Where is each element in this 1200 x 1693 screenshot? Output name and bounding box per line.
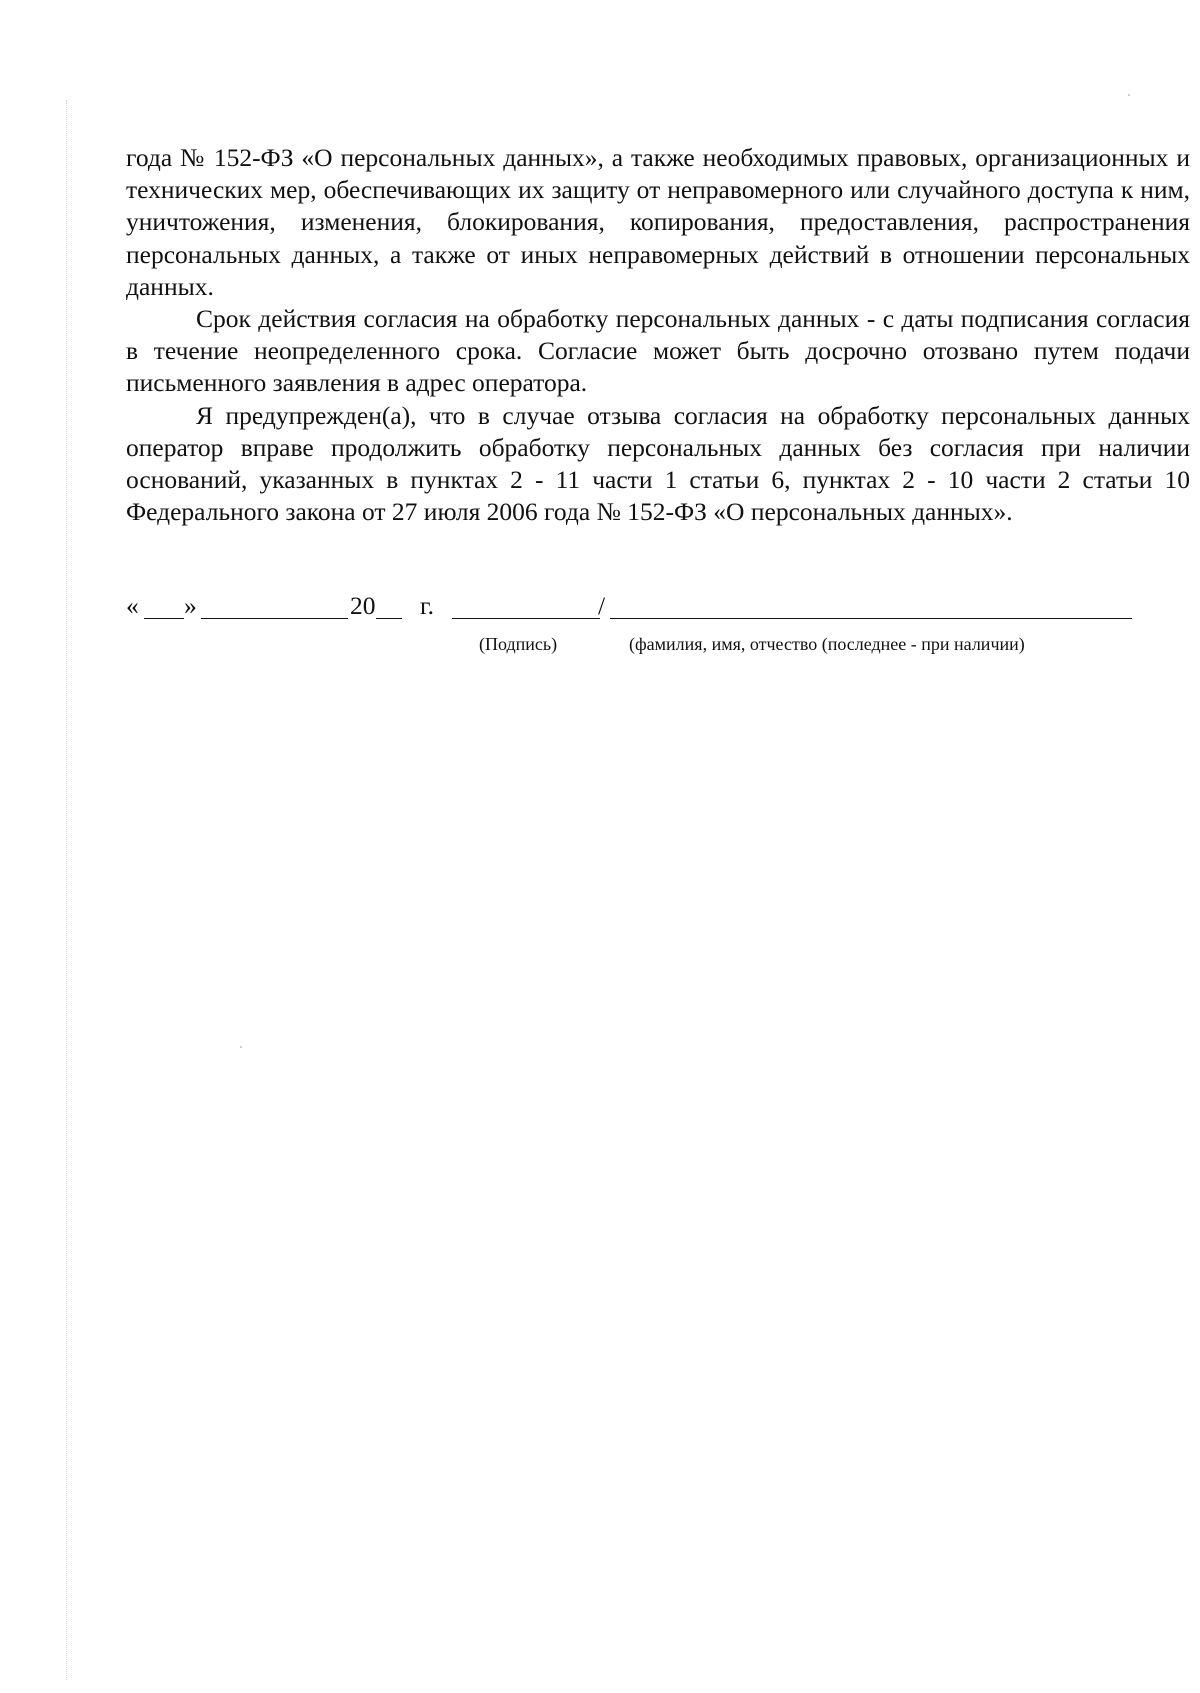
paragraph-withdrawal-warning: Я предупрежден(а), что в случае отзыва согласия на обработку персональных данных оператор вправе продолжить обработку персональных данных без согласия при наличии оснований, указанных в пунктах 2 - 11 части 1 статьи 6, пунктах 2 - 10 части 2 статьи 10 Федерального закона от 27 июля 2006 года № 152-ФЗ «О персональных данных». bbox=[126, 400, 1190, 527]
date-close-quote: » bbox=[184, 591, 197, 620]
year-prefix: 20 bbox=[350, 591, 376, 620]
scan-margin-artifact bbox=[66, 100, 67, 1680]
month-blank bbox=[201, 618, 348, 619]
signature-caption: (Подпись) bbox=[479, 634, 558, 654]
signature-blank bbox=[452, 618, 600, 619]
full-name-blank bbox=[610, 618, 1132, 619]
full-name-caption: (фамилия, имя, отчество (последнее - при наличии) bbox=[629, 634, 1025, 654]
signature-slash: / bbox=[598, 591, 606, 620]
paragraph-consent-duration: Срок действия согласия на обработку персональных данных - с даты подписания согласия в течение неопределенного срока. Согласие может быть досрочно отозвано путем подачи письменного заявления в адрес оператора. bbox=[126, 304, 1190, 398]
date-open-quote: « bbox=[126, 591, 139, 620]
scan-speck bbox=[1128, 94, 1130, 96]
year-blank bbox=[376, 618, 402, 619]
scan-speck bbox=[240, 1046, 242, 1048]
day-blank bbox=[144, 618, 184, 619]
year-suffix: г. bbox=[420, 591, 434, 620]
signature-line bbox=[126, 590, 1136, 630]
document-body bbox=[126, 142, 1190, 528]
paragraph-continuation: года № 152-ФЗ «О персональных данных», а также необходимых правовых, организационных и технических мер, обеспечивающих их защиту от неправомерного или случайного доступа к ним, уничтожения, изменения, блокирования, копирования, предоставления, распространения персональных данных, а также от иных неправомерных действий в отношении персональных данных. bbox=[126, 143, 1190, 301]
